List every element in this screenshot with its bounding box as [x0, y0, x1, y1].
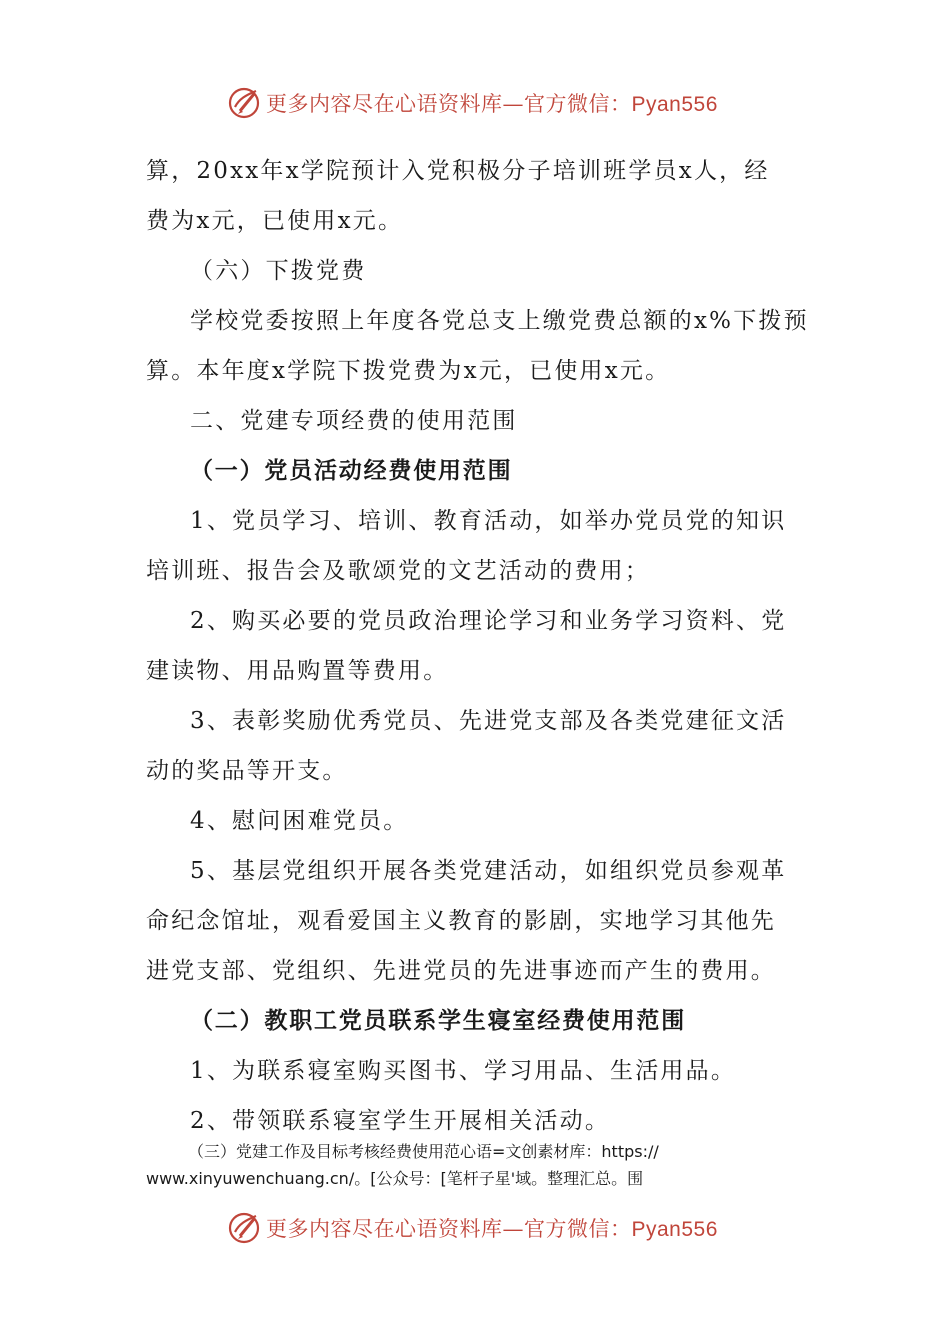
list-item: 2、带领联系寝室学生开展相关活动。: [190, 1108, 611, 1134]
body-line: 算。本年度x学院下拨党费为x元，已使用x元。: [146, 358, 671, 384]
footnote: [146, 1138, 806, 1192]
subsection-heading: （二）教职工党员联系学生寝室经费使用范围: [190, 1007, 686, 1034]
footer-banner[interactable]: [226, 1208, 718, 1248]
body-line: 算，20xx年x学院预计入党积极分子培训班学员x人，经: [146, 158, 770, 184]
footnote-link-line[interactable]: www.xinyuwenchuang.cn/。[公众号：[笔杆子星'域。整理汇总。围: [146, 1169, 644, 1188]
section-heading: 二、党建专项经费的使用范围: [190, 408, 518, 434]
list-item: 1、党员学习、培训、教育活动，如举办党员党的知识: [190, 508, 787, 534]
document-body: [146, 146, 809, 1146]
body-line: 费为x元，已使用x元。: [146, 208, 404, 234]
list-item: 2、购买必要的党员政治理论学习和业务学习资料、党: [190, 608, 787, 634]
list-item-continuation: 动的奖品等开支。: [146, 758, 348, 784]
list-item: 4、慰问困难党员。: [190, 808, 409, 834]
list-item: 1、为联系寝室购买图书、学习用品、生活用品。: [190, 1058, 737, 1084]
list-item-continuation: 培训班、报告会及歌颂党的文艺活动的费用；: [146, 558, 650, 584]
list-item-continuation: 建读物、用品购置等费用。: [146, 658, 449, 684]
list-item: 5、基层党组织开展各类党建活动，如组织党员参观革: [190, 858, 787, 884]
body-line: 学校党委按照上年度各党总支上缴党费总额的x%下拨预: [190, 308, 809, 334]
section-heading: （六）下拨党费: [190, 258, 367, 284]
banner-text: 更多内容尽在心语资料库—官方微信：Pyan556: [266, 92, 718, 116]
list-item: 3、表彰奖励优秀党员、先进党支部及各类党建征文活: [190, 708, 787, 734]
list-item-continuation: 命纪念馆址，观看爱国主义教育的影剧，实地学习其他先: [146, 908, 776, 934]
footnote-line: （三）党建工作及目标考核经费使用范心语=文创素材库：https://: [188, 1142, 659, 1161]
subsection-heading: （一）党员活动经费使用范围: [190, 457, 513, 484]
list-item-continuation: 进党支部、党组织、先进党员的先进事迹而产生的费用。: [146, 958, 776, 984]
pen-logo-icon: [226, 1210, 262, 1246]
pen-logo-icon: [226, 85, 262, 121]
banner-text: 更多内容尽在心语资料库—官方微信：Pyan556: [266, 1217, 718, 1241]
header-banner[interactable]: [226, 83, 718, 123]
wechat-handle: Pyan556: [631, 1218, 718, 1241]
wechat-handle: Pyan556: [631, 93, 718, 116]
